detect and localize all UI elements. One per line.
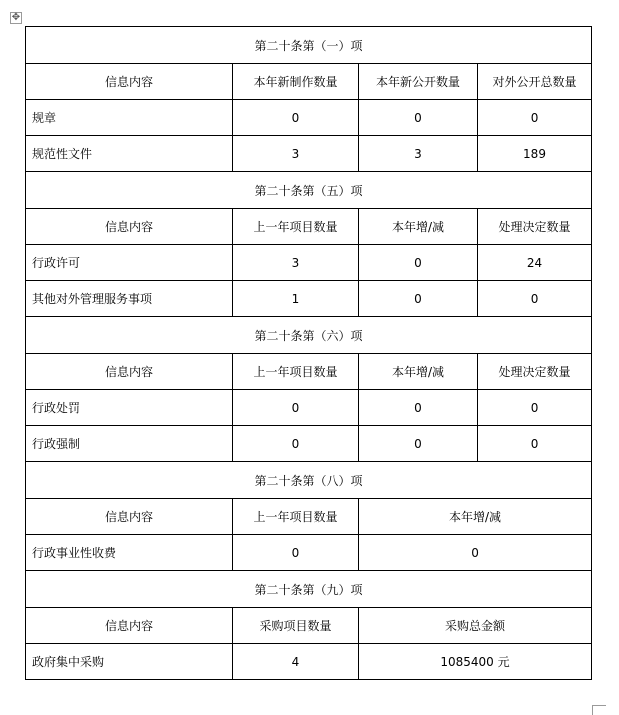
section-title-row (26, 27, 592, 64)
header-cell: 本年增/减 (359, 209, 478, 245)
cell-value: 3 (233, 136, 359, 172)
row-label: 行政强制 (26, 426, 233, 462)
cell-value: 0 (233, 426, 359, 462)
header-cell: 对外公开总数量 (478, 64, 592, 100)
header-cell: 本年新公开数量 (359, 64, 478, 100)
table-row (26, 281, 592, 317)
cell-value: 0 (359, 426, 478, 462)
header-cell: 上一年项目数量 (233, 209, 359, 245)
row-label: 其他对外管理服务事项 (26, 281, 233, 317)
section-title: 第二十条第（六）项 (26, 317, 592, 354)
section-title-row (26, 317, 592, 354)
section-title: 第二十条第（五）项 (26, 172, 592, 209)
table-row (26, 245, 592, 281)
cell-value: 24 (478, 245, 592, 281)
cell-value: 0 (478, 281, 592, 317)
table-row (26, 644, 592, 680)
row-label: 行政事业性收费 (26, 535, 233, 571)
cell-value: 0 (233, 390, 359, 426)
cell-value: 4 (233, 644, 359, 680)
table-row (26, 100, 592, 136)
section-title: 第二十条第（八）项 (26, 462, 592, 499)
header-cell: 采购项目数量 (233, 608, 359, 644)
cell-value: 0 (359, 245, 478, 281)
cell-value: 1085400 元 (359, 644, 592, 680)
header-cell: 本年增/减 (359, 354, 478, 390)
section-title-row (26, 462, 592, 499)
section-title: 第二十条第（一）项 (26, 27, 592, 64)
cell-value: 0 (233, 535, 359, 571)
table-row (26, 535, 592, 571)
header-cell: 信息内容 (26, 209, 233, 245)
header-cell: 本年新制作数量 (233, 64, 359, 100)
section-title-row (26, 172, 592, 209)
cell-value: 189 (478, 136, 592, 172)
header-row (26, 608, 592, 644)
table-row (26, 390, 592, 426)
header-row (26, 64, 592, 100)
header-cell: 信息内容 (26, 608, 233, 644)
cell-value: 3 (233, 245, 359, 281)
row-label: 行政处罚 (26, 390, 233, 426)
cell-value: 0 (359, 281, 478, 317)
table-row (26, 426, 592, 462)
cell-value: 0 (359, 390, 478, 426)
row-label: 行政许可 (26, 245, 233, 281)
cell-value: 0 (233, 100, 359, 136)
header-cell: 上一年项目数量 (233, 354, 359, 390)
row-label: 政府集中采购 (26, 644, 233, 680)
cell-value: 1 (233, 281, 359, 317)
cell-value: 0 (478, 390, 592, 426)
header-cell: 处理决定数量 (478, 209, 592, 245)
table-row (26, 136, 592, 172)
header-cell: 处理决定数量 (478, 354, 592, 390)
cell-value: 0 (478, 426, 592, 462)
row-label: 规范性文件 (26, 136, 233, 172)
cell-value: 0 (359, 100, 478, 136)
header-row (26, 354, 592, 390)
header-row (26, 209, 592, 245)
table-move-handle-icon[interactable]: ✥ (11, 12, 21, 23)
header-cell: 本年增/减 (359, 499, 592, 535)
row-label: 规章 (26, 100, 233, 136)
cell-value: 0 (359, 535, 592, 571)
header-cell: 信息内容 (26, 354, 233, 390)
header-cell: 信息内容 (26, 64, 233, 100)
cell-value: 3 (359, 136, 478, 172)
section-title: 第二十条第（九）项 (26, 571, 592, 608)
header-row (26, 499, 592, 535)
header-cell: 采购总金额 (359, 608, 592, 644)
report-table (25, 26, 592, 680)
header-cell: 上一年项目数量 (233, 499, 359, 535)
page-corner-mark (592, 705, 606, 715)
cell-value: 0 (478, 100, 592, 136)
section-title-row (26, 571, 592, 608)
header-cell: 信息内容 (26, 499, 233, 535)
